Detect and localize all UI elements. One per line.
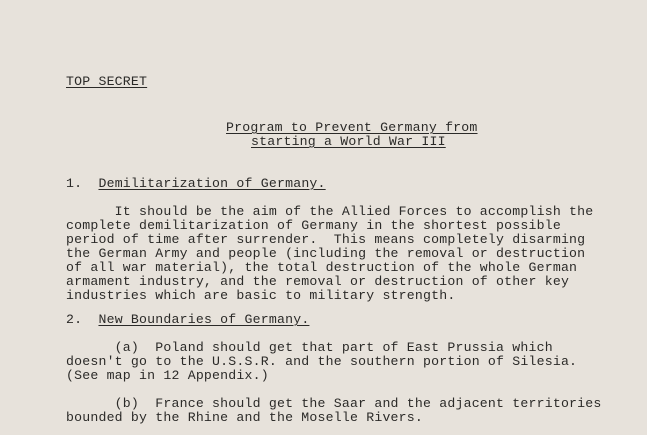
- paragraph-line: armament industry, and the removal or destruction of other key: [66, 274, 570, 289]
- paragraph-line: doesn't go to the U.S.S.R. and the southern portion of Silesia.: [66, 354, 578, 369]
- paragraph-line: It should be the aim of the Allied Forces to accomplish the: [66, 204, 594, 219]
- document-title-line-1: Program to Prevent Germany from: [226, 120, 478, 135]
- paragraph-line: (See map in 12 Appendix.): [66, 368, 269, 383]
- section-title: New Boundaries of Germany.: [98, 312, 310, 327]
- paragraph-line: industries which are basic to military strength.: [66, 288, 456, 303]
- paragraph-line: of all war material), the total destruction of the whole German: [66, 260, 578, 275]
- paragraph-line: (b) France should get the Saar and the adjacent territories: [66, 396, 602, 411]
- section-number: 2.: [66, 312, 83, 327]
- paragraph-line: period of time after surrender. This means completely disarming: [66, 232, 586, 247]
- section-1-heading: [66, 177, 326, 191]
- document-title-line-2: starting a World War III: [251, 134, 446, 149]
- paragraph-line: bounded by the Rhine and the Moselle Rivers.: [66, 410, 424, 425]
- section-2-heading: [66, 313, 309, 327]
- section-number: 1.: [66, 176, 83, 191]
- paragraph-line: complete demilitarization of Germany in the shortest possible: [66, 218, 561, 233]
- paragraph-line: (a) Poland should get that part of East Prussia which: [66, 340, 553, 355]
- paragraph-line: the German Army and people (including the removal or destruction: [66, 246, 586, 261]
- classification-mark: TOP SECRET: [66, 74, 148, 89]
- section-title: Demilitarization of Germany.: [98, 176, 326, 191]
